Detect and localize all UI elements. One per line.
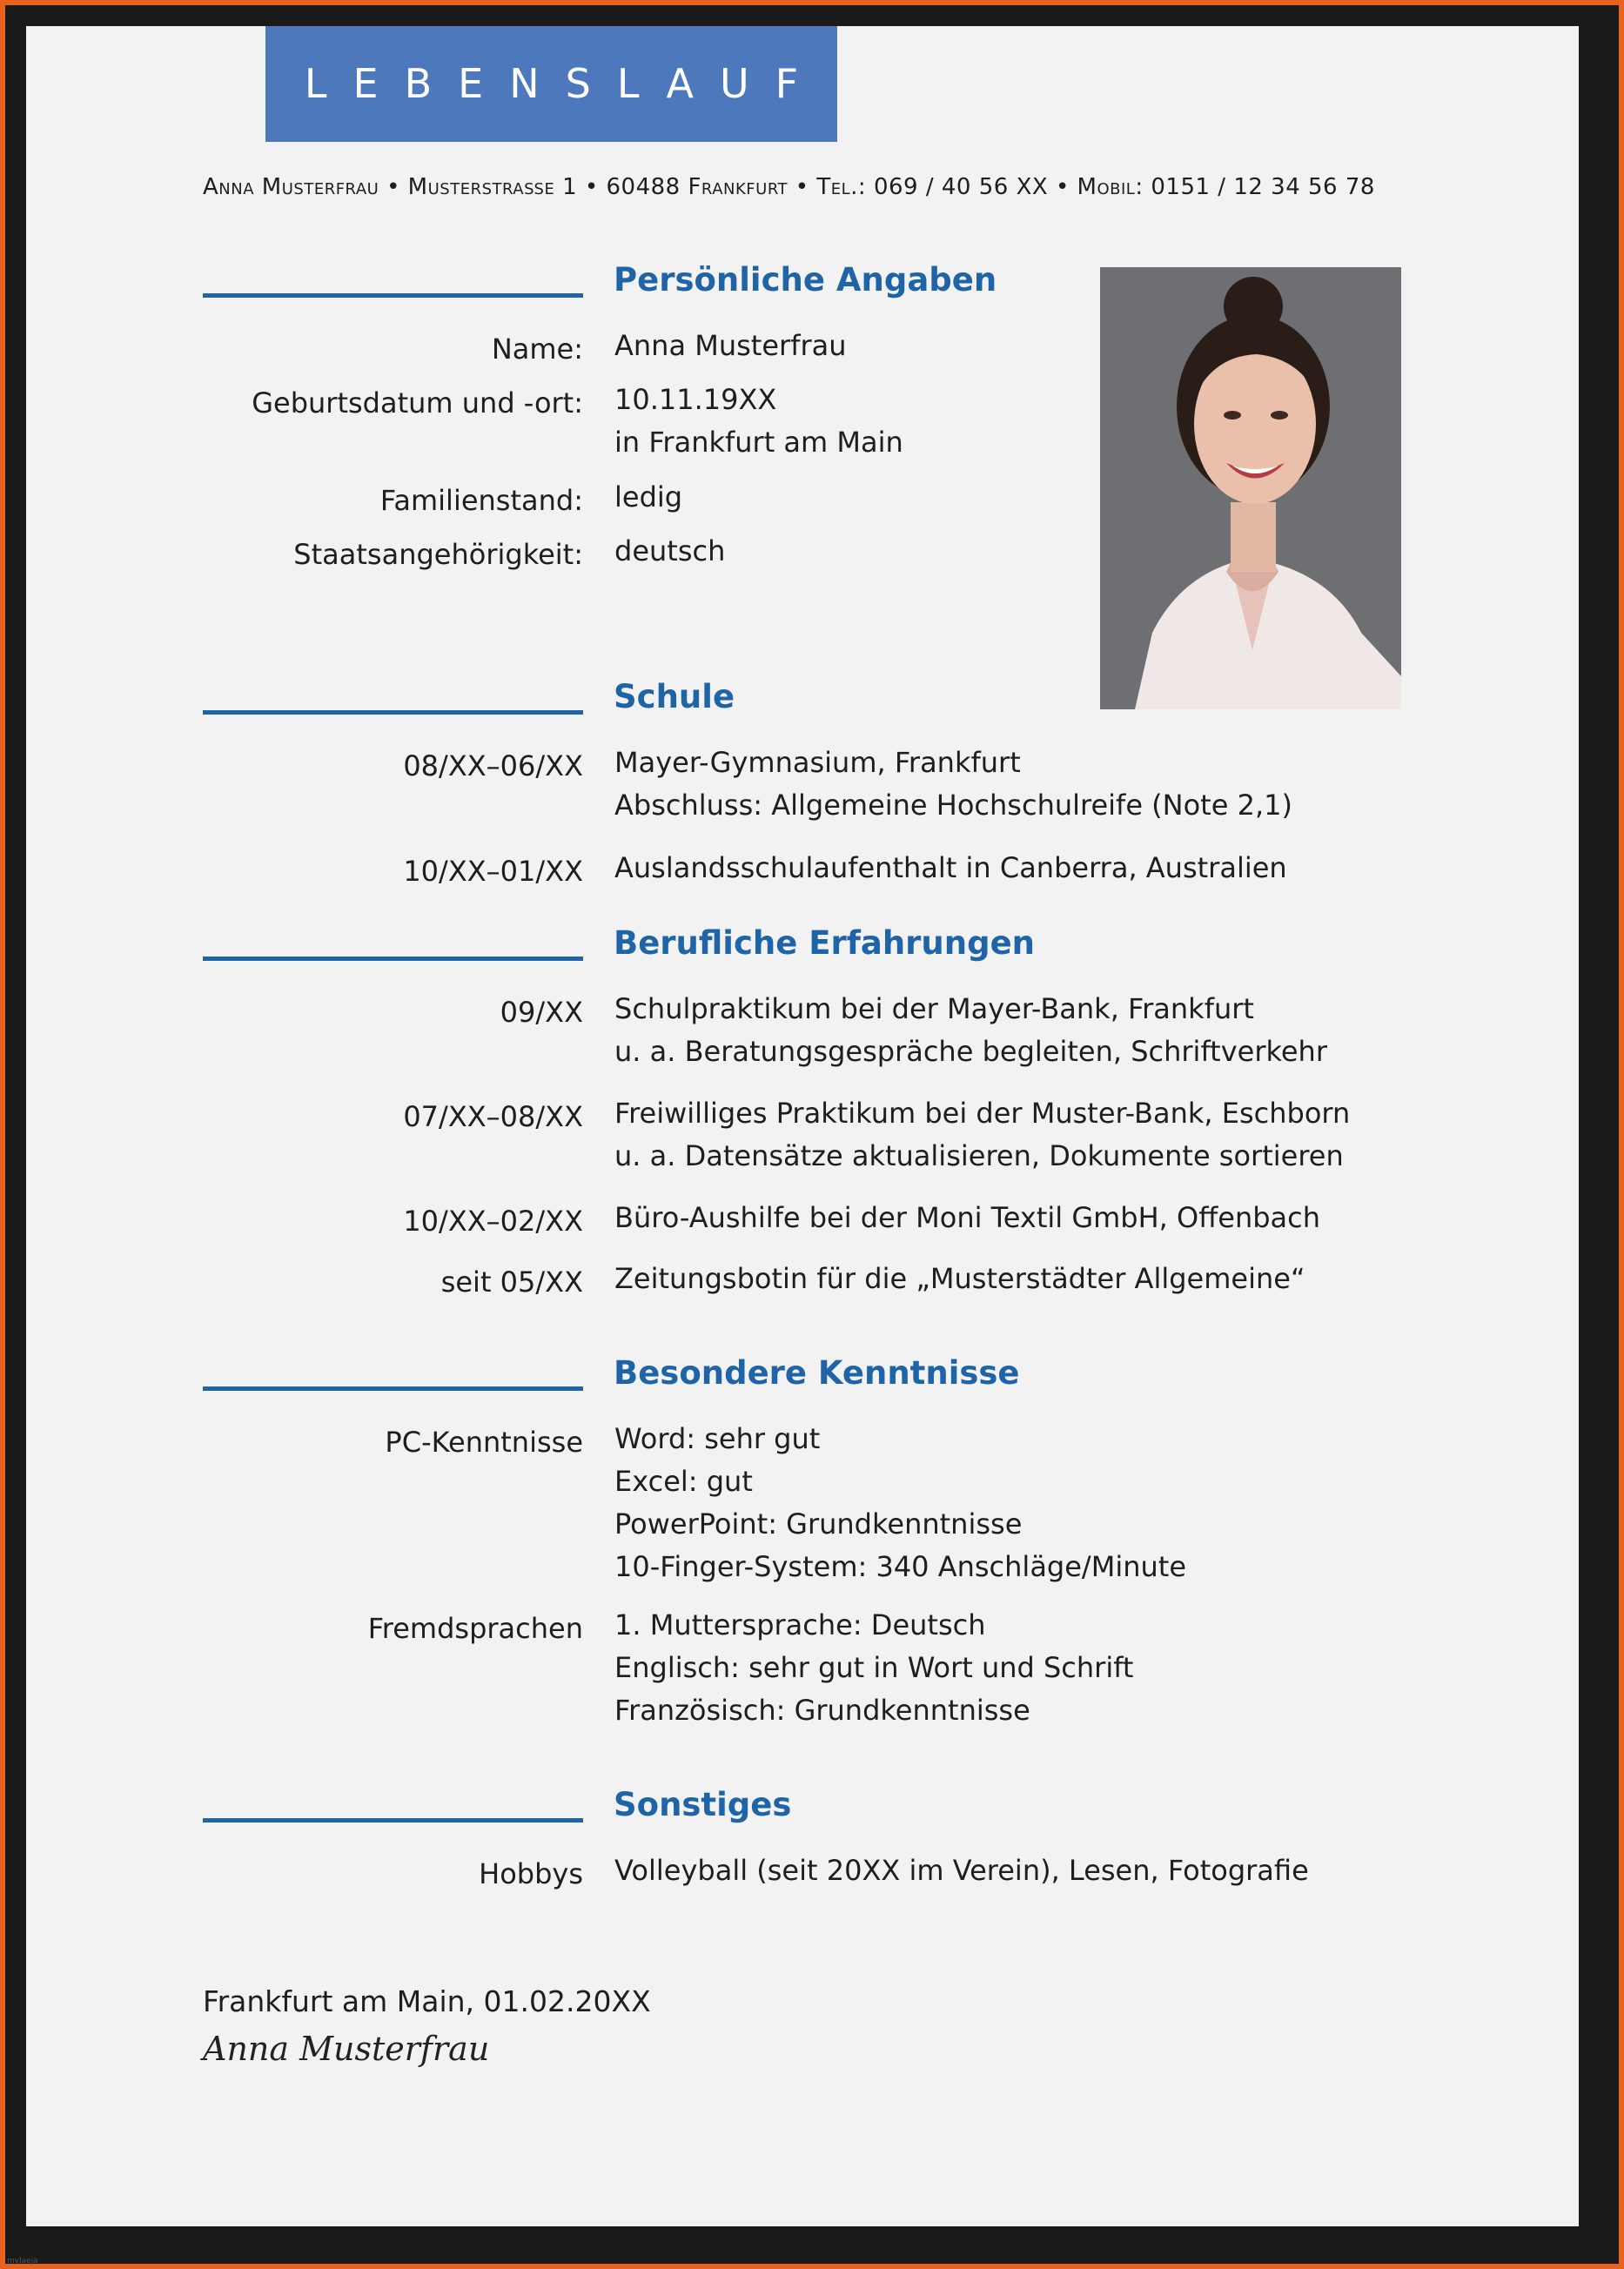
work-date-3: 10/XX–02/XX: [403, 1205, 583, 1238]
school-date-1: 08/XX–06/XX: [403, 749, 583, 782]
work-date-2: 07/XX–08/XX: [403, 1100, 583, 1133]
skills-label-pc: PC-Kenntnisse: [385, 1426, 583, 1459]
place-date: Frankfurt am Main, 01.02.20XX: [203, 1984, 651, 2018]
skills-pc-line-2: Excel: gut: [614, 1465, 753, 1498]
skills-pc-line-3: PowerPoint: Grundkenntnisse: [614, 1507, 1023, 1541]
section-rule-other: [203, 1818, 583, 1823]
portrait-photo: [1100, 267, 1401, 709]
section-title-school: Schule: [614, 678, 735, 715]
value-nationality: [614, 530, 725, 573]
work-entry-2: [614, 1092, 1350, 1178]
work-entry-4: [614, 1258, 1305, 1300]
value-nationality-text: deutsch: [614, 534, 726, 567]
section-rule-skills: [203, 1386, 583, 1391]
value-name: [614, 325, 847, 367]
work-entry-2-line-2: u. a. Datensätze aktualisieren, Dokumente sortieren: [614, 1139, 1344, 1172]
value-birth-place: in Frankfurt am Main: [614, 426, 903, 459]
skills-lang-line-3: Französisch: Grundkenntnisse: [614, 1694, 1030, 1727]
label-name: Name:: [491, 332, 583, 366]
work-date-4: seit 05/XX: [440, 1265, 583, 1299]
school-entry-1-line-2: Abschluss: Allgemeine Hochschulreife (Note 2,1): [614, 789, 1292, 822]
signature: Anna Musterfrau: [203, 2030, 490, 2068]
value-name-text: Anna Musterfrau: [614, 329, 847, 362]
work-date-1: 09/XX: [500, 996, 583, 1029]
work-entry-1-line-2: u. a. Beratungsgespräche begleiten, Schriftverkehr: [614, 1035, 1327, 1068]
contact-line: [203, 174, 1421, 200]
skills-entry-languages: [614, 1604, 1133, 1732]
work-entry-3-line-1: Büro-Aushilfe bei der Moni Textil GmbH, Offenbach: [614, 1201, 1321, 1234]
corner-watermark: mylaeja: [7, 2257, 38, 2266]
section-title-other: Sonstiges: [614, 1786, 792, 1823]
cv-title-banner: LEBENSLAUF: [265, 26, 837, 142]
school-date-2: 10/XX–01/XX: [403, 855, 583, 888]
label-birth: Geburtsdatum und -ort:: [252, 386, 583, 420]
work-entry-3: [614, 1197, 1320, 1239]
cv-page: [26, 26, 1579, 2226]
section-rule-personal: [203, 293, 583, 298]
work-entry-4-line-1: Zeitungsbotin für die „Musterstädter Allgemeine“: [614, 1262, 1305, 1295]
label-nationality: Staatsangehörigkeit:: [293, 538, 583, 571]
skills-lang-line-2: Englisch: sehr gut in Wort und Schrift: [614, 1651, 1134, 1684]
other-hobbies-line-1: Volleyball (seit 20XX im Verein), Lesen, Fotografie: [614, 1854, 1309, 1887]
section-title-work: Berufliche Erfahrungen: [614, 924, 1036, 962]
value-status-text: ledig: [614, 480, 683, 514]
work-entry-1: [614, 988, 1327, 1073]
section-title-skills: Besondere Kenntnisse: [614, 1354, 1020, 1392]
skills-pc-line-4: 10-Finger-System: 340 Anschläge/Minute: [614, 1550, 1186, 1583]
school-entry-2-line-1: Auslandsschulaufenthalt in Canberra, Australien: [614, 851, 1287, 884]
value-birth: [614, 379, 903, 464]
work-entry-1-line-1: Schulpraktikum bei der Mayer-Bank, Frankfurt: [614, 992, 1254, 1025]
value-status: [614, 476, 682, 519]
value-birth-date: 10.11.19XX: [614, 383, 777, 416]
portrait-illustration: [1100, 267, 1401, 709]
section-rule-work: [203, 957, 583, 961]
contact-text: Anna Musterfrau • Musterstraße 1 • 60488 Frankfurt • Tel.: 069 / 40 56 XX • Mobil: 0151 / 12 34 56 78: [203, 174, 1375, 200]
section-title-personal: Persönliche Angaben: [614, 261, 997, 299]
school-entry-1-line-1: Mayer-Gymnasium, Frankfurt: [614, 746, 1021, 779]
label-status: Familienstand:: [379, 484, 583, 517]
work-entry-2-line-1: Freiwilliges Praktikum bei der Muster-Bank, Eschborn: [614, 1097, 1351, 1130]
school-entry-2: [614, 847, 1287, 889]
skills-label-languages: Fremdsprachen: [367, 1612, 583, 1645]
skills-pc-line-1: Word: sehr gut: [614, 1422, 821, 1455]
skills-lang-line-1: 1. Muttersprache: Deutsch: [614, 1608, 986, 1641]
section-rule-school: [203, 710, 583, 715]
other-label-hobbies: Hobbys: [479, 1857, 583, 1890]
other-entry-hobbies: [614, 1849, 1309, 1892]
school-entry-1: [614, 742, 1292, 827]
skills-entry-pc: [614, 1418, 1186, 1588]
